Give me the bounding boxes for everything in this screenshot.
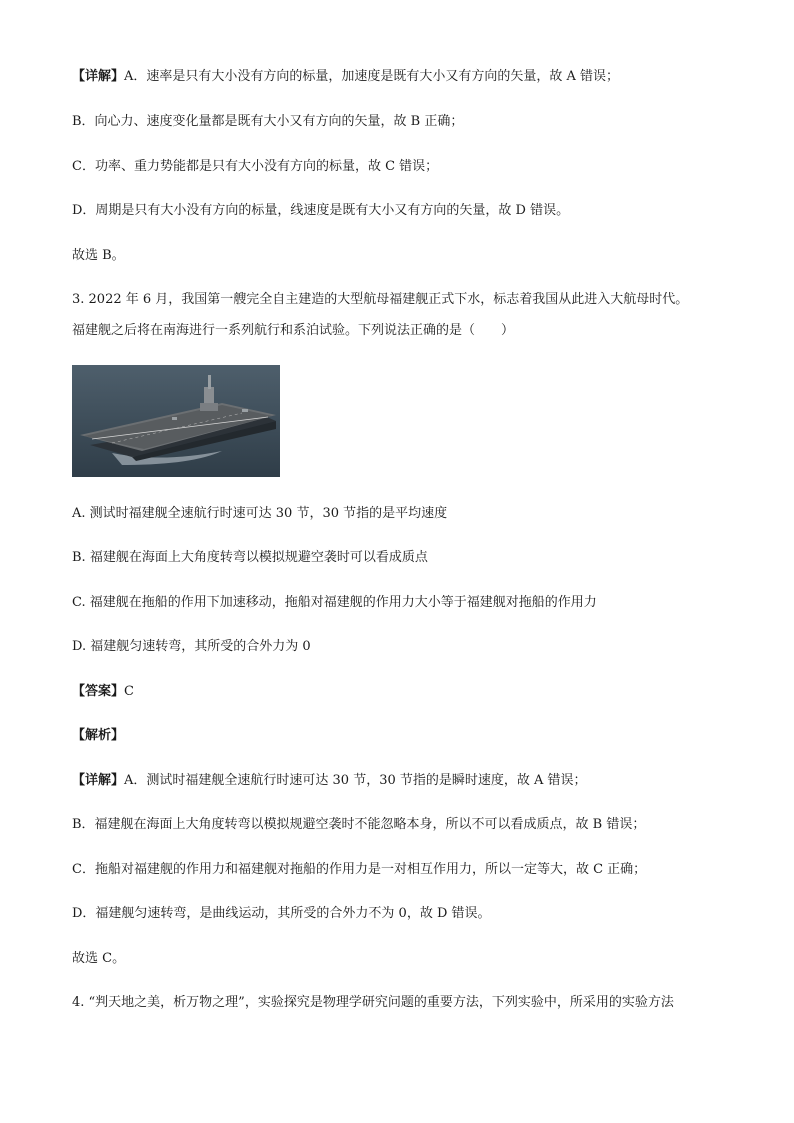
q3-detail-b: B．福建舰在海面上大角度转弯以模拟规避空袭时不能忽略本身，所以不可以看成质点，故 B 错误；: [72, 817, 646, 832]
q3-detail-d: D．福建舰匀速转弯，是曲线运动，其所受的合外力不为 0，故 D 错误。: [72, 906, 491, 921]
q3-answer: [72, 683, 134, 701]
answer-label: 【答案】: [72, 684, 125, 699]
q3-stem-line2: 福建舰之后将在南海进行一系列航行和系泊试验。下列说法正确的是（ ）: [72, 323, 515, 338]
detail-a-text: A．速率是只有大小没有方向的标量，加速度是既有大小又有方向的矢量，故 A 错误；: [124, 69, 620, 84]
q3-option-a: A. 测试时福建舰全速航行时速可达 30 节，30 节指的是平均速度: [72, 506, 448, 521]
prev-conclusion: 故选 B。: [72, 248, 125, 263]
q3-stem-line1: 3. 2022 年 6 月，我国第一艘完全自主建造的大型航母福建舰正式下水，标志着我国从此进入大航母时代。: [72, 292, 689, 307]
q4-stem-line1: 4. “判天地之美，析万物之理”，实验探究是物理学研究问题的重要方法，下列实验中，所采用的实验方法: [72, 995, 674, 1010]
q3-option-b: B. 福建舰在海面上大角度转弯以模拟规避空袭时可以看成质点: [72, 550, 428, 565]
q3-option-d: D. 福建舰匀速转弯，其所受的合外力为 0: [72, 639, 311, 654]
detail-a-text: A．测试时福建舰全速航行时速可达 30 节，30 节指的是瞬时速度，故 A 错误；: [124, 773, 587, 788]
q3-detail-a: [72, 772, 587, 790]
q3-detail-c: C．拖船对福建舰的作用力和福建舰对拖船的作用力是一对相互作用力，所以一定等大，故 C 正确；: [72, 862, 647, 877]
q3-analysis-label: 【解析】: [72, 728, 125, 743]
answer-value: C: [124, 684, 134, 699]
prev-d: D．周期是只有大小没有方向的标量，线速度是既有大小又有方向的矢量，故 D 错误。: [72, 203, 570, 218]
detail-label: 【详解】: [72, 69, 125, 84]
prev-detail-a: [72, 68, 619, 86]
q3-conclusion: 故选 C。: [72, 951, 126, 966]
detail-label: 【详解】: [72, 773, 125, 788]
prev-c: C．功率、重力势能都是只有大小没有方向的标量，故 C 错误；: [72, 159, 439, 174]
prev-b: B．向心力、速度变化量都是既有大小又有方向的矢量，故 B 正确；: [72, 114, 464, 129]
aircraft-carrier-photo: [72, 365, 280, 477]
q3-option-c: C. 福建舰在拖船的作用下加速移动，拖船对福建舰的作用力大小等于福建舰对拖船的作用力: [72, 595, 597, 610]
